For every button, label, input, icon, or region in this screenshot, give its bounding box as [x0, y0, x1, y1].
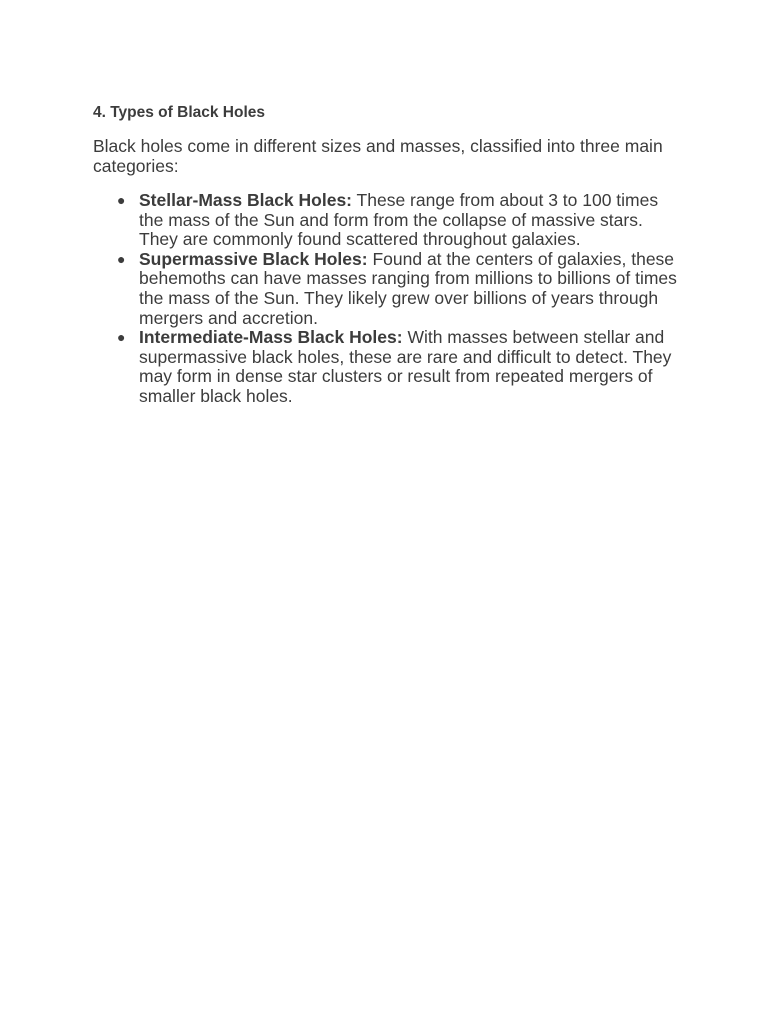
black-hole-types-list: [93, 191, 678, 407]
item-term: Intermediate-Mass Black Holes:: [139, 327, 403, 348]
section-heading: 4. Types of Black Holes: [93, 104, 265, 121]
item-text: These range from about 3 to 100 times the mass of the Sun and form from the collapse of massive stars. They are commonly found scattered throughout galaxies.: [139, 190, 659, 250]
bullet-icon: ●: [117, 250, 126, 267]
list-item-stellar-mass: [93, 191, 678, 250]
bullet-icon: ●: [117, 329, 126, 346]
intro-paragraph: Black holes come in different sizes and masses, classified into three main categories:: [93, 136, 663, 176]
list-item-intermediate-mass: [93, 328, 678, 406]
item-term: Supermassive Black Holes:: [139, 248, 368, 269]
item-term: Stellar-Mass Black Holes:: [139, 190, 353, 210]
item-text: With masses between stellar and supermassive black holes, these are rare and difficult to detect. They may form in dense star clusters or result from repeated mergers of smaller black holes.: [139, 327, 672, 406]
bullet-icon: ●: [117, 192, 126, 208]
item-text: Found at the centers of galaxies, these behemoths can have masses ranging from millions to billions of times the mass of the Sun. They likely grew over billions of years through mergers and accretion.: [139, 248, 677, 328]
list-item-supermassive: [93, 250, 678, 328]
document-page: [93, 103, 678, 407]
